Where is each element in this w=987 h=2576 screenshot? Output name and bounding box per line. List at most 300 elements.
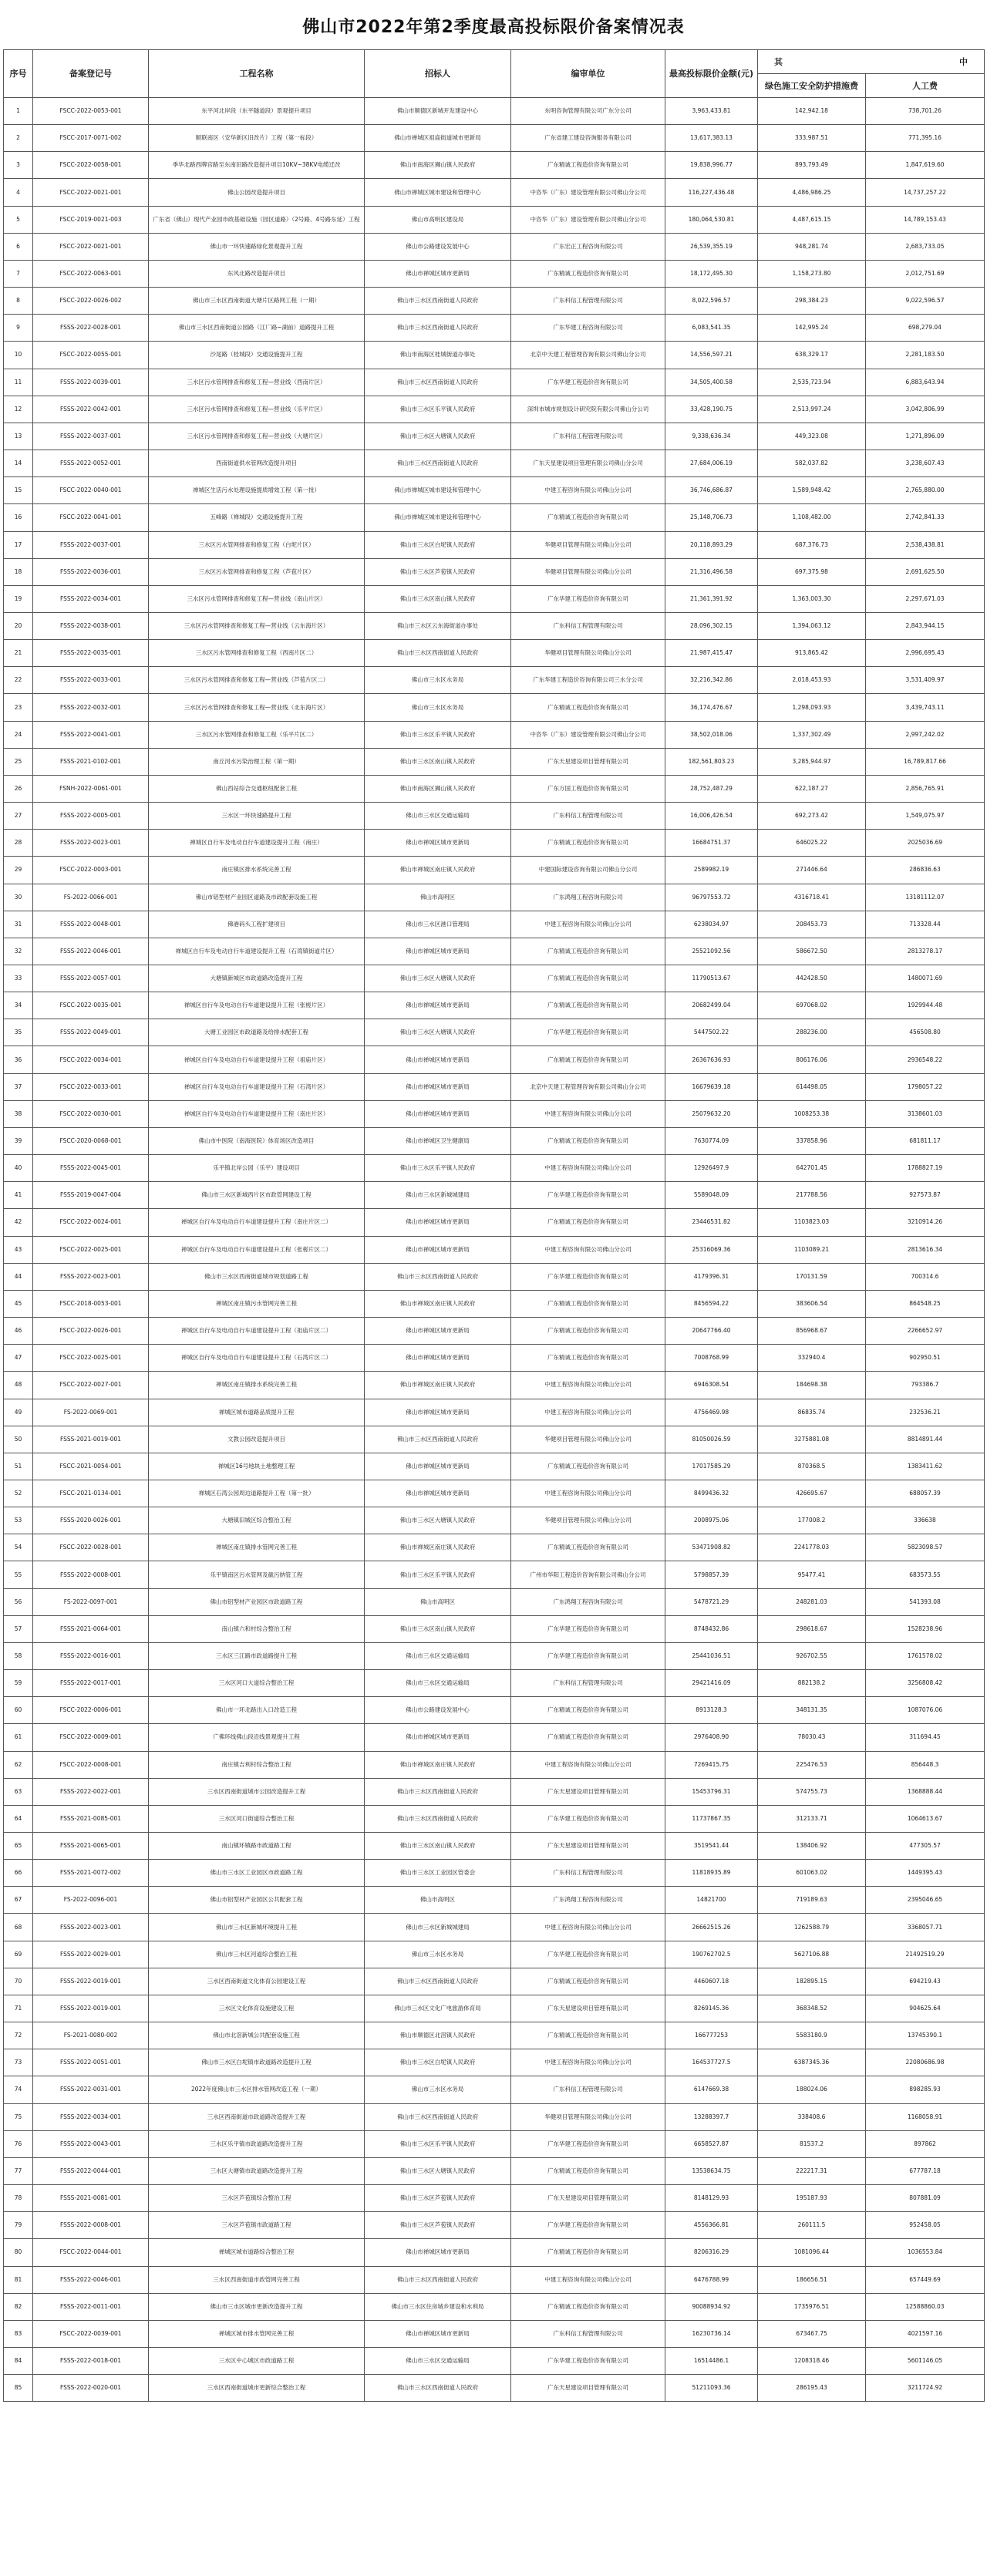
cell-green-safety-fee: 646025.22 bbox=[758, 830, 866, 857]
table-row bbox=[4, 342, 985, 369]
cell-compiler: 广东精诚工程造价咨询有限公司 bbox=[511, 1697, 665, 1724]
table-row bbox=[4, 694, 985, 721]
table-row bbox=[4, 1073, 985, 1100]
cell-compiler: 中建工程咨询有限公司佛山分公司 bbox=[511, 2266, 665, 2293]
cell-compiler: 华健项目管理有限公司佛山分公司 bbox=[511, 1507, 665, 1534]
cell-compiler: 广东精诚工程造价咨询有限公司 bbox=[511, 1127, 665, 1154]
cell-registration-no: FSSS-2022-0008-001 bbox=[33, 1561, 149, 1588]
cell-max-price: 4556366.81 bbox=[665, 2212, 758, 2239]
cell-green-safety-fee: 4,487,615.15 bbox=[758, 206, 866, 233]
cell-seq: 1 bbox=[4, 98, 33, 125]
cell-labor-fee: 13745390.1 bbox=[866, 2022, 985, 2049]
cell-registration-no: FSSS-2022-0029-001 bbox=[33, 1941, 149, 1968]
cell-labor-fee: 2813278.17 bbox=[866, 938, 985, 965]
cell-compiler: 广东精诚工程造价咨询有限公司 bbox=[511, 1453, 665, 1480]
cell-labor-fee: 694219.43 bbox=[866, 1968, 985, 1995]
cell-green-safety-fee: 188024.06 bbox=[758, 2076, 866, 2103]
cell-tenderer: 佛山市三水区白坭镇人民政府 bbox=[365, 531, 511, 558]
cell-tenderer: 佛山市南海区桂城街道办事处 bbox=[365, 342, 511, 369]
table-row bbox=[4, 558, 985, 585]
cell-compiler: 中建工程咨询有限公司佛山分公司 bbox=[511, 1751, 665, 1778]
cell-seq: 13 bbox=[4, 423, 33, 450]
cell-project-name: 大塘镇新城区市政道路改造提升工程 bbox=[149, 965, 365, 992]
cell-max-price: 190762702.5 bbox=[665, 1941, 758, 1968]
cell-seq: 74 bbox=[4, 2076, 33, 2103]
cell-tenderer: 佛山市禅城区城市更新局 bbox=[365, 830, 511, 857]
cell-tenderer: 佛山市南海区狮山镇人民政府 bbox=[365, 152, 511, 179]
cell-tenderer: 佛山市三水区芦苞镇人民政府 bbox=[365, 2185, 511, 2212]
cell-green-safety-fee: 288236.00 bbox=[758, 1019, 866, 1046]
cell-max-price: 8269145.36 bbox=[665, 1995, 758, 2022]
cell-labor-fee: 3,238,607.43 bbox=[866, 450, 985, 477]
cell-green-safety-fee: 3275881.08 bbox=[758, 1426, 866, 1453]
cell-max-price: 8499436.32 bbox=[665, 1480, 758, 1507]
cell-labor-fee: 2,997,242.02 bbox=[866, 721, 985, 748]
cell-labor-fee: 1036553.84 bbox=[866, 2239, 985, 2266]
table-row bbox=[4, 1778, 985, 1805]
cell-labor-fee: 952458.05 bbox=[866, 2212, 985, 2239]
cell-compiler: 广东精诚工程造价咨询有限公司 bbox=[511, 1046, 665, 1073]
cell-labor-fee: 897862 bbox=[866, 2130, 985, 2157]
cell-registration-no: FSCC-2022-0058-001 bbox=[33, 152, 149, 179]
cell-registration-no: FSSS-2022-0057-001 bbox=[33, 965, 149, 992]
cell-labor-fee: 898285.93 bbox=[866, 2076, 985, 2103]
cell-labor-fee: 2936548.22 bbox=[866, 1046, 985, 1073]
cell-seq: 60 bbox=[4, 1697, 33, 1724]
cell-labor-fee: 16,789,817.66 bbox=[866, 748, 985, 775]
cell-green-safety-fee: 177008.2 bbox=[758, 1507, 866, 1534]
cell-max-price: 16684751.37 bbox=[665, 830, 758, 857]
cell-project-name: 南庄镇区排水系统完善工程 bbox=[149, 857, 365, 884]
cell-tenderer: 佛山市禅城区城市更新局 bbox=[365, 1724, 511, 1751]
cell-tenderer: 佛山市三水区水务局 bbox=[365, 694, 511, 721]
table-row bbox=[4, 2320, 985, 2347]
cell-tenderer: 佛山市三水区大塘镇人民政府 bbox=[365, 1019, 511, 1046]
cell-max-price: 2008975.06 bbox=[665, 1507, 758, 1534]
cell-registration-no: FSSS-2022-0045-001 bbox=[33, 1155, 149, 1182]
cell-registration-no: FSSS-2022-0020-001 bbox=[33, 2375, 149, 2402]
cell-green-safety-fee: 1,337,302.49 bbox=[758, 721, 866, 748]
cell-compiler: 广东精诚工程造价咨询有限公司 bbox=[511, 152, 665, 179]
cell-registration-no: FSCC-2018-0053-001 bbox=[33, 1290, 149, 1317]
cell-compiler: 广东鸿翔工程咨询有限公司 bbox=[511, 884, 665, 911]
table-row bbox=[4, 965, 985, 992]
cell-green-safety-fee: 692,273.42 bbox=[758, 803, 866, 830]
cell-green-safety-fee: 217788.56 bbox=[758, 1182, 866, 1209]
cell-max-price: 20,118,893.29 bbox=[665, 531, 758, 558]
cell-compiler: 广东华建工程造价咨询有限公司 bbox=[511, 2212, 665, 2239]
cell-tenderer: 佛山市三水区大塘镇人民政府 bbox=[365, 1507, 511, 1534]
cell-seq: 39 bbox=[4, 1127, 33, 1154]
cell-max-price: 14821700 bbox=[665, 1887, 758, 1914]
cell-max-price: 36,746,686.87 bbox=[665, 477, 758, 504]
cell-registration-no: FSCC-2022-0030-001 bbox=[33, 1100, 149, 1127]
cell-compiler: 华健项目管理有限公司佛山分公司 bbox=[511, 1426, 665, 1453]
cell-green-safety-fee: 2241778.03 bbox=[758, 1534, 866, 1561]
cell-green-safety-fee: 332940.4 bbox=[758, 1345, 866, 1372]
cell-compiler: 中咨华（广东）建设管理有限公司佛山分公司 bbox=[511, 179, 665, 206]
cell-seq: 20 bbox=[4, 612, 33, 639]
cell-compiler: 中建工程咨询有限公司佛山分公司 bbox=[511, 1100, 665, 1127]
cell-registration-no: FSSS-2022-0048-001 bbox=[33, 911, 149, 938]
cell-green-safety-fee: 1,158,273.80 bbox=[758, 260, 866, 287]
cell-max-price: 5798857.39 bbox=[665, 1561, 758, 1588]
cell-registration-no: FSSS-2022-0022-001 bbox=[33, 1778, 149, 1805]
table-row bbox=[4, 1182, 985, 1209]
cell-labor-fee: 2,538,438.81 bbox=[866, 531, 985, 558]
header-of-which bbox=[758, 50, 985, 74]
cell-labor-fee: 22080686.98 bbox=[866, 2049, 985, 2076]
cell-green-safety-fee: 260111.5 bbox=[758, 2212, 866, 2239]
cell-labor-fee: 2,856,765.91 bbox=[866, 775, 985, 802]
cell-labor-fee: 2,742,841.33 bbox=[866, 504, 985, 531]
cell-project-name: 佛山市中医院（南海医院）体育场区改造项目 bbox=[149, 1127, 365, 1154]
cell-max-price: 13288397.7 bbox=[665, 2103, 758, 2130]
cell-green-safety-fee: 1,394,063.12 bbox=[758, 612, 866, 639]
table-row bbox=[4, 1697, 985, 1724]
cell-labor-fee: 336638 bbox=[866, 1507, 985, 1534]
table-row bbox=[4, 152, 985, 179]
cell-tenderer: 佛山市三水区交通运输局 bbox=[365, 1670, 511, 1697]
cell-compiler: 广东科信工程管理有限公司 bbox=[511, 423, 665, 450]
cell-max-price: 21,987,415.47 bbox=[665, 640, 758, 667]
table-row bbox=[4, 288, 985, 315]
cell-registration-no: FSCC-2022-0025-001 bbox=[33, 1236, 149, 1263]
cell-green-safety-fee: 312133.71 bbox=[758, 1805, 866, 1832]
cell-compiler: 广东精诚工程造价咨询有限公司 bbox=[511, 1318, 665, 1345]
cell-seq: 32 bbox=[4, 938, 33, 965]
cell-tenderer: 佛山市三水区乐平镇人民政府 bbox=[365, 1561, 511, 1588]
cell-project-name: 三水区大塘镇市政道路改造提升工程 bbox=[149, 2157, 365, 2184]
cell-green-safety-fee: 78030.43 bbox=[758, 1724, 866, 1751]
cell-seq: 47 bbox=[4, 1345, 33, 1372]
cell-max-price: 13538634.75 bbox=[665, 2157, 758, 2184]
cell-compiler: 广东华建工程造价咨询有限公司 bbox=[511, 2347, 665, 2374]
cell-registration-no: FSSS-2022-0023-001 bbox=[33, 1263, 149, 1290]
cell-labor-fee: 2,297,671.03 bbox=[866, 585, 985, 612]
cell-registration-no: FSSS-2022-0051-001 bbox=[33, 2049, 149, 2076]
cell-tenderer: 佛山市禅城区城市更新局 bbox=[365, 938, 511, 965]
table-header-row bbox=[4, 50, 985, 74]
cell-tenderer: 佛山市三水区文化广电旅游体育局 bbox=[365, 1995, 511, 2022]
cell-max-price: 16,006,426.54 bbox=[665, 803, 758, 830]
cell-max-price: 6476788.99 bbox=[665, 2266, 758, 2293]
cell-compiler: 广东华建工程造价咨询有限公司 bbox=[511, 1642, 665, 1669]
table-row bbox=[4, 450, 985, 477]
cell-max-price: 38,502,018.06 bbox=[665, 721, 758, 748]
cell-max-price: 17017585.29 bbox=[665, 1453, 758, 1480]
cell-registration-no: FSSS-2022-0032-001 bbox=[33, 694, 149, 721]
cell-project-name: 2022年度佛山市三水区排水管网改造工程（一期） bbox=[149, 2076, 365, 2103]
cell-labor-fee: 12588860.03 bbox=[866, 2293, 985, 2320]
cell-tenderer: 佛山市三水区芦苞镇人民政府 bbox=[365, 2212, 511, 2239]
header-tenderer: 招标人 bbox=[365, 50, 511, 98]
cell-registration-no: FSSS-2022-0033-001 bbox=[33, 667, 149, 694]
cell-green-safety-fee: 5627106.88 bbox=[758, 1941, 866, 1968]
cell-labor-fee: 311694.45 bbox=[866, 1724, 985, 1751]
cell-seq: 12 bbox=[4, 396, 33, 423]
cell-tenderer: 佛山市三水区西南街道人民政府 bbox=[365, 2266, 511, 2293]
cell-labor-fee: 1798057.22 bbox=[866, 1073, 985, 1100]
table-row bbox=[4, 1724, 985, 1751]
cell-green-safety-fee: 449,323.08 bbox=[758, 423, 866, 450]
table-row bbox=[4, 1588, 985, 1615]
cell-green-safety-fee: 195187.93 bbox=[758, 2185, 866, 2212]
table-row bbox=[4, 1345, 985, 1372]
table-row bbox=[4, 1453, 985, 1480]
cell-project-name: 南山镇六和村综合整治工程 bbox=[149, 1615, 365, 1642]
table-row bbox=[4, 1833, 985, 1860]
cell-project-name: 禅城区自行车及电动自行车道建设提升工程（祖庙片区） bbox=[149, 1046, 365, 1073]
cell-max-price: 13,617,383.13 bbox=[665, 125, 758, 152]
table-row bbox=[4, 206, 985, 233]
cell-compiler: 深圳市城市规划设计研究院有限公司佛山分公司 bbox=[511, 396, 665, 423]
cell-compiler: 广东精诚工程造价咨询有限公司 bbox=[511, 2022, 665, 2049]
cell-seq: 71 bbox=[4, 1995, 33, 2022]
table-row bbox=[4, 260, 985, 287]
table-row bbox=[4, 775, 985, 802]
cell-seq: 4 bbox=[4, 179, 33, 206]
cell-compiler: 广东精诚工程造价咨询有限公司 bbox=[511, 992, 665, 1019]
cell-green-safety-fee: 719189.63 bbox=[758, 1887, 866, 1914]
cell-seq: 7 bbox=[4, 260, 33, 287]
cell-seq: 61 bbox=[4, 1724, 33, 1751]
table-row bbox=[4, 179, 985, 206]
cell-tenderer: 佛山市三水区乐平镇人民政府 bbox=[365, 1155, 511, 1182]
cell-compiler: 广东精诚工程造价咨询有限公司 bbox=[511, 938, 665, 965]
cell-compiler: 广东科信工程管理有限公司 bbox=[511, 1670, 665, 1697]
cell-labor-fee: 677787.18 bbox=[866, 2157, 985, 2184]
cell-registration-no: FS-2021-0080-002 bbox=[33, 2022, 149, 2049]
cell-seq: 17 bbox=[4, 531, 33, 558]
cell-tenderer: 佛山市三水区西南街道人民政府 bbox=[365, 1426, 511, 1453]
cell-project-name: 广佛环线佛山段沿线景观提升工程 bbox=[149, 1724, 365, 1751]
cell-max-price: 6658527.87 bbox=[665, 2130, 758, 2157]
header-compiler: 编审单位 bbox=[511, 50, 665, 98]
cell-max-price: 7269415.75 bbox=[665, 1751, 758, 1778]
cell-project-name: 佛山市北滘新城公共配套设施工程 bbox=[149, 2022, 365, 2049]
cell-project-name: 禅城区城市道路品质提升工程 bbox=[149, 1399, 365, 1426]
cell-green-safety-fee: 582,037.82 bbox=[758, 450, 866, 477]
table-row bbox=[4, 1670, 985, 1697]
table-row bbox=[4, 2266, 985, 2293]
table-row bbox=[4, 423, 985, 450]
table-row bbox=[4, 1046, 985, 1073]
cell-labor-fee: 1761578.02 bbox=[866, 1642, 985, 1669]
cell-compiler: 广东华建工程造价咨询有限公司 bbox=[511, 1019, 665, 1046]
cell-compiler: 北京中天建工程管理咨询有限公司佛山分公司 bbox=[511, 1073, 665, 1100]
cell-tenderer: 佛山市三水区交通运输局 bbox=[365, 2347, 511, 2374]
cell-compiler: 广东华建工程造价咨询有限公司 bbox=[511, 1805, 665, 1832]
cell-green-safety-fee: 225476.53 bbox=[758, 1751, 866, 1778]
cell-seq: 45 bbox=[4, 1290, 33, 1317]
cell-registration-no: FSSS-2022-0008-001 bbox=[33, 2212, 149, 2239]
table-row bbox=[4, 1561, 985, 1588]
cell-seq: 75 bbox=[4, 2103, 33, 2130]
cell-project-name: 三水区污水管网排查和修复工程（乐平片区二） bbox=[149, 721, 365, 748]
cell-labor-fee: 902950.51 bbox=[866, 1345, 985, 1372]
cell-project-name: 三水区西南街道文化体育公园建设工程 bbox=[149, 1968, 365, 1995]
cell-green-safety-fee: 1103823.03 bbox=[758, 1209, 866, 1236]
header-green-safety-fee: 绿色施工安全防护措施费 bbox=[758, 74, 866, 98]
cell-green-safety-fee: 697068.02 bbox=[758, 992, 866, 1019]
cell-labor-fee: 793386.7 bbox=[866, 1372, 985, 1399]
cell-green-safety-fee: 806176.06 bbox=[758, 1046, 866, 1073]
cell-max-price: 18,172,495.30 bbox=[665, 260, 758, 287]
cell-max-price: 25521092.56 bbox=[665, 938, 758, 965]
cell-project-name: 佛山市一环北路出入口改造工程 bbox=[149, 1697, 365, 1724]
cell-project-name: 佛山西站综合交通枢纽配套工程 bbox=[149, 775, 365, 802]
cell-tenderer: 佛山市禅城区南庄镇人民政府 bbox=[365, 1372, 511, 1399]
cell-compiler: 广东精诚工程造价咨询有限公司 bbox=[511, 504, 665, 531]
cell-seq: 64 bbox=[4, 1805, 33, 1832]
cell-green-safety-fee: 86835.74 bbox=[758, 1399, 866, 1426]
cell-seq: 73 bbox=[4, 2049, 33, 2076]
table-row bbox=[4, 1426, 985, 1453]
cell-labor-fee: 6,883,643.94 bbox=[866, 369, 985, 396]
cell-seq: 43 bbox=[4, 1236, 33, 1263]
cell-tenderer: 佛山市三水区西南街道人民政府 bbox=[365, 288, 511, 315]
cell-compiler: 中建工程咨询有限公司佛山分公司 bbox=[511, 1914, 665, 1941]
cell-project-name: 三水区一环快速路提升工程 bbox=[149, 803, 365, 830]
cell-max-price: 5589048.09 bbox=[665, 1182, 758, 1209]
cell-seq: 42 bbox=[4, 1209, 33, 1236]
cell-max-price: 164537727.5 bbox=[665, 2049, 758, 2076]
cell-tenderer: 佛山市禅城区城市建设和管理中心 bbox=[365, 477, 511, 504]
cell-project-name: 禅城区南庄镇排水管网完善工程 bbox=[149, 1534, 365, 1561]
cell-green-safety-fee: 622,187.27 bbox=[758, 775, 866, 802]
cell-project-name: 文教公园改造提升项目 bbox=[149, 1426, 365, 1453]
cell-tenderer: 佛山市三水区西南街道人民政府 bbox=[365, 315, 511, 342]
cell-tenderer: 佛山市禅城区城市更新局 bbox=[365, 1318, 511, 1345]
cell-max-price: 4179396.31 bbox=[665, 1263, 758, 1290]
cell-compiler: 华健项目管理有限公司佛山分公司 bbox=[511, 640, 665, 667]
cell-registration-no: FSCC-2022-0044-001 bbox=[33, 2239, 149, 2266]
cell-green-safety-fee: 601063.02 bbox=[758, 1860, 866, 1887]
cell-green-safety-fee: 95477.41 bbox=[758, 1561, 866, 1588]
cell-registration-no: FSSS-2022-0035-001 bbox=[33, 640, 149, 667]
cell-labor-fee: 698,279.04 bbox=[866, 315, 985, 342]
cell-project-name: 佛山市铝型材产业园区道路及市政配套设施工程 bbox=[149, 884, 365, 911]
cell-tenderer: 佛山市禅城区城市更新局 bbox=[365, 1453, 511, 1480]
cell-max-price: 7008768.99 bbox=[665, 1345, 758, 1372]
cell-tenderer: 佛山市三水区乐平镇人民政府 bbox=[365, 2130, 511, 2157]
table-row bbox=[4, 1534, 985, 1561]
table-row bbox=[4, 1155, 985, 1182]
cell-seq: 76 bbox=[4, 2130, 33, 2157]
cell-compiler: 广东精诚工程造价咨询有限公司 bbox=[511, 260, 665, 287]
cell-tenderer: 佛山市禅城区城市更新局 bbox=[365, 992, 511, 1019]
cell-seq: 80 bbox=[4, 2239, 33, 2266]
cell-tenderer: 佛山市禅城区城市更新局 bbox=[365, 1399, 511, 1426]
cell-seq: 41 bbox=[4, 1182, 33, 1209]
table-row bbox=[4, 1642, 985, 1669]
cell-registration-no: FSCC-2022-0021-001 bbox=[33, 179, 149, 206]
cell-compiler: 广东华建工程造价咨询有限公司 bbox=[511, 1182, 665, 1209]
cell-seq: 28 bbox=[4, 830, 33, 857]
cell-project-name: 禅城区自行车及电动自行车道建设提升工程（石湾片区二） bbox=[149, 1345, 365, 1372]
cell-project-name: 西南街道供水管网改造提升项目 bbox=[149, 450, 365, 477]
cell-max-price: 26367636.93 bbox=[665, 1046, 758, 1073]
cell-max-price: 8148129.93 bbox=[665, 2185, 758, 2212]
cell-seq: 10 bbox=[4, 342, 33, 369]
header-project-name: 工程名称 bbox=[149, 50, 365, 98]
cell-labor-fee: 5601146.05 bbox=[866, 2347, 985, 2374]
cell-registration-no: FSSS-2020-0026-001 bbox=[33, 1507, 149, 1534]
cell-max-price: 16679639.18 bbox=[665, 1073, 758, 1100]
cell-compiler: 广东华建工程造价咨询有限公司 bbox=[511, 1615, 665, 1642]
cell-max-price: 6238034.97 bbox=[665, 911, 758, 938]
cell-labor-fee: 2813616.34 bbox=[866, 1236, 985, 1263]
cell-labor-fee: 1383411.62 bbox=[866, 1453, 985, 1480]
cell-green-safety-fee: 208453.73 bbox=[758, 911, 866, 938]
cell-green-safety-fee: 142,995.24 bbox=[758, 315, 866, 342]
cell-seq: 49 bbox=[4, 1399, 33, 1426]
cell-project-name: 大塘工业园区市政道路及给排水配套工程 bbox=[149, 1019, 365, 1046]
cell-tenderer: 佛山市三水区西南街道人民政府 bbox=[365, 1263, 511, 1290]
table-row bbox=[4, 992, 985, 1019]
cell-labor-fee: 9,022,596.57 bbox=[866, 288, 985, 315]
cell-max-price: 20647766.40 bbox=[665, 1318, 758, 1345]
cell-compiler: 中建工程咨询有限公司佛山分公司 bbox=[511, 1372, 665, 1399]
cell-compiler: 广东科信工程管理有限公司 bbox=[511, 1860, 665, 1887]
cell-registration-no: FSCC-2022-0008-001 bbox=[33, 1751, 149, 1778]
table-row bbox=[4, 1290, 985, 1317]
table-row bbox=[4, 1751, 985, 1778]
cell-tenderer: 佛山市三水区大塘镇人民政府 bbox=[365, 2157, 511, 2184]
cell-max-price: 116,227,436.48 bbox=[665, 179, 758, 206]
cell-max-price: 11737867.35 bbox=[665, 1805, 758, 1832]
cell-project-name: 乐平镇南区污水管网及截污纳管工程 bbox=[149, 1561, 365, 1588]
cell-labor-fee: 8814891.44 bbox=[866, 1426, 985, 1453]
cell-project-name: 顺联南区（安华新区旧改片）工程（第一标段） bbox=[149, 125, 365, 152]
cell-project-name: 三水区污水管网排查和修复工程（芦苞片区） bbox=[149, 558, 365, 585]
cell-registration-no: FSSS-2022-0037-001 bbox=[33, 423, 149, 450]
cell-seq: 82 bbox=[4, 2293, 33, 2320]
cell-max-price: 25316069.36 bbox=[665, 1236, 758, 1263]
cell-compiler: 广东华建工程造价咨询有限公司三水分公司 bbox=[511, 667, 665, 694]
table-row bbox=[4, 1887, 985, 1914]
cell-registration-no: FSSS-2022-0018-001 bbox=[33, 2347, 149, 2374]
cell-max-price: 36,174,476.67 bbox=[665, 694, 758, 721]
cell-green-safety-fee: 1008253.38 bbox=[758, 1100, 866, 1127]
cell-labor-fee: 681811.17 bbox=[866, 1127, 985, 1154]
cell-seq: 33 bbox=[4, 965, 33, 992]
cell-seq: 50 bbox=[4, 1426, 33, 1453]
cell-registration-no: FSSS-2022-0031-001 bbox=[33, 2076, 149, 2103]
cell-seq: 44 bbox=[4, 1263, 33, 1290]
cell-labor-fee: 2266652.97 bbox=[866, 1318, 985, 1345]
cell-tenderer: 佛山市三水区西南街道人民政府 bbox=[365, 450, 511, 477]
cell-tenderer: 佛山市三水区南山镇人民政府 bbox=[365, 1615, 511, 1642]
cell-registration-no: FSCC-2021-0054-001 bbox=[33, 1453, 149, 1480]
table-row bbox=[4, 2022, 985, 2049]
cell-max-price: 96797553.72 bbox=[665, 884, 758, 911]
cell-registration-no: FSCC-2022-0027-001 bbox=[33, 1372, 149, 1399]
cell-max-price: 26662515.26 bbox=[665, 1914, 758, 1941]
cell-project-name: 三水区污水管网排查和修复工程—营业线（云东海片区） bbox=[149, 612, 365, 639]
cell-seq: 11 bbox=[4, 369, 33, 396]
cell-compiler: 中咨华（广东）建设管理有限公司佛山分公司 bbox=[511, 721, 665, 748]
cell-labor-fee: 3211724.92 bbox=[866, 2375, 985, 2402]
cell-registration-no: FSSS-2022-0042-001 bbox=[33, 396, 149, 423]
filing-table bbox=[3, 49, 985, 2402]
cell-registration-no: FSSS-2022-0037-001 bbox=[33, 531, 149, 558]
cell-seq: 84 bbox=[4, 2347, 33, 2374]
table-row bbox=[4, 1507, 985, 1534]
cell-compiler: 广东科信工程管理有限公司 bbox=[511, 2320, 665, 2347]
cell-labor-fee: 1788827.19 bbox=[866, 1155, 985, 1182]
